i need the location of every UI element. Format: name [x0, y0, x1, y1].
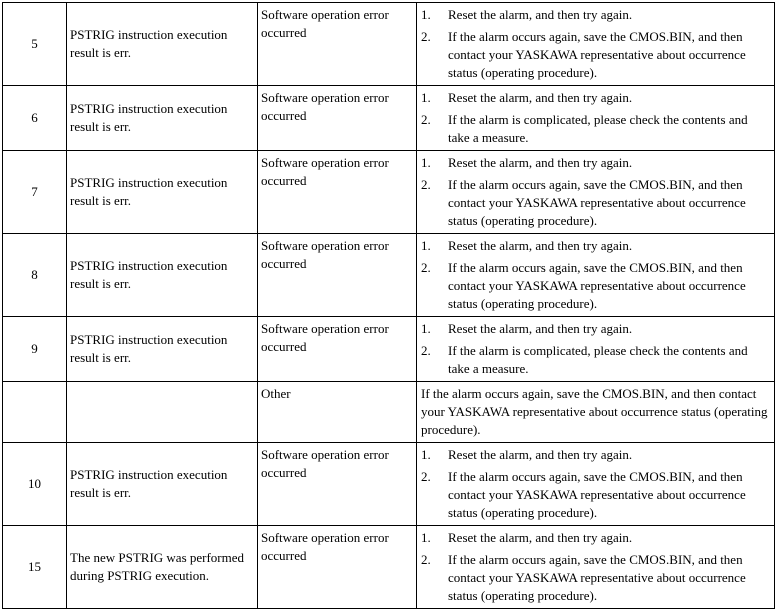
item-number: 2. [421, 177, 431, 192]
remedy-list [421, 446, 770, 522]
item-number: 1. [421, 447, 431, 462]
item-number: 1. [421, 90, 431, 105]
meaning-cell: PSTRIG instruction execution result is err. [67, 443, 258, 526]
sub-code-cell: 10 [3, 443, 67, 526]
remedy-cell: If the alarm occurs again, save the CMOS.BIN, and then contact your YASKAWA representative about occurrence status (operating procedure). [417, 382, 775, 443]
item-text: Reset the alarm, and then try again. [448, 321, 633, 336]
list-item [421, 529, 770, 547]
item-text: Reset the alarm, and then try again. [448, 90, 633, 105]
item-number: 2. [421, 29, 431, 44]
table-row [3, 86, 775, 151]
item-text: If the alarm is complicated, please check the contents and take a measure. [448, 343, 748, 376]
list-item [421, 446, 770, 464]
item-text: If the alarm occurs again, save the CMOS.BIN, and then contact your YASKAWA representative about occurrence status (operating procedure). [448, 469, 746, 520]
list-item [421, 468, 770, 522]
cause-cell: Software operation error occurred [258, 526, 417, 609]
table-row [3, 526, 775, 609]
remedy-cell [417, 317, 775, 382]
remedy-cell [417, 526, 775, 609]
table-row [3, 3, 775, 86]
alarm-table [2, 2, 775, 609]
list-item [421, 176, 770, 230]
item-number: 1. [421, 7, 431, 22]
table-row [3, 317, 775, 382]
table-row [3, 443, 775, 526]
sub-code-cell: 5 [3, 3, 67, 86]
remedy-cell [417, 151, 775, 234]
item-text: Reset the alarm, and then try again. [448, 530, 633, 545]
meaning-cell: PSTRIG instruction execution result is err. [67, 234, 258, 317]
item-number: 1. [421, 238, 431, 253]
list-item [421, 28, 770, 82]
meaning-cell: PSTRIG instruction execution result is err. [67, 151, 258, 234]
item-text: Reset the alarm, and then try again. [448, 155, 633, 170]
meaning-cell: PSTRIG instruction execution result is err. [67, 317, 258, 382]
cause-cell: Software operation error occurred [258, 234, 417, 317]
cause-cell: Software operation error occurred [258, 3, 417, 86]
item-text: Reset the alarm, and then try again. [448, 7, 633, 22]
item-text: Reset the alarm, and then try again. [448, 447, 633, 462]
cause-cell: Software operation error occurred [258, 443, 417, 526]
sub-code-cell: 8 [3, 234, 67, 317]
meaning-cell [67, 382, 258, 443]
remedy-cell [417, 86, 775, 151]
remedy-list [421, 237, 770, 313]
table-row [3, 151, 775, 234]
list-item [421, 89, 770, 107]
item-text: If the alarm occurs again, save the CMOS.BIN, and then contact your YASKAWA representative about occurrence status (operating procedure). [448, 552, 746, 603]
cause-cell: Software operation error occurred [258, 86, 417, 151]
remedy-cell [417, 3, 775, 86]
list-item [421, 237, 770, 255]
cause-cell: Software operation error occurred [258, 317, 417, 382]
remedy-list [421, 320, 770, 378]
remedy-cell [417, 234, 775, 317]
table-row [3, 382, 775, 443]
remedy-list [421, 89, 770, 147]
item-number: 1. [421, 530, 431, 545]
item-number: 2. [421, 552, 431, 567]
sub-code-cell: 15 [3, 526, 67, 609]
item-number: 1. [421, 321, 431, 336]
cause-cell: Software operation error occurred [258, 151, 417, 234]
meaning-cell: PSTRIG instruction execution result is err. [67, 86, 258, 151]
remedy-list [421, 154, 770, 230]
sub-code-cell: 6 [3, 86, 67, 151]
list-item [421, 342, 770, 378]
item-text: If the alarm occurs again, save the CMOS.BIN, and then contact your YASKAWA representative about occurrence status (operating procedure). [448, 260, 746, 311]
sub-code-cell [3, 382, 67, 443]
table-row [3, 234, 775, 317]
meaning-cell: The new PSTRIG was performed during PSTRIG execution. [67, 526, 258, 609]
remedy-list [421, 6, 770, 82]
list-item [421, 551, 770, 605]
item-number: 1. [421, 155, 431, 170]
item-number: 2. [421, 260, 431, 275]
list-item [421, 259, 770, 313]
item-text: If the alarm occurs again, save the CMOS.BIN, and then contact your YASKAWA representative about occurrence status (operating procedure). [448, 177, 746, 228]
item-text: Reset the alarm, and then try again. [448, 238, 633, 253]
meaning-cell: PSTRIG instruction execution result is err. [67, 3, 258, 86]
cause-cell: Other [258, 382, 417, 443]
item-number: 2. [421, 343, 431, 358]
remedy-cell [417, 443, 775, 526]
item-number: 2. [421, 112, 431, 127]
sub-code-cell: 7 [3, 151, 67, 234]
remedy-list [421, 529, 770, 605]
item-text: If the alarm is complicated, please check the contents and take a measure. [448, 112, 748, 145]
list-item [421, 111, 770, 147]
sub-code-cell: 9 [3, 317, 67, 382]
list-item [421, 320, 770, 338]
item-number: 2. [421, 469, 431, 484]
list-item [421, 6, 770, 24]
list-item [421, 154, 770, 172]
item-text: If the alarm occurs again, save the CMOS.BIN, and then contact your YASKAWA representative about occurrence status (operating procedure). [448, 29, 746, 80]
